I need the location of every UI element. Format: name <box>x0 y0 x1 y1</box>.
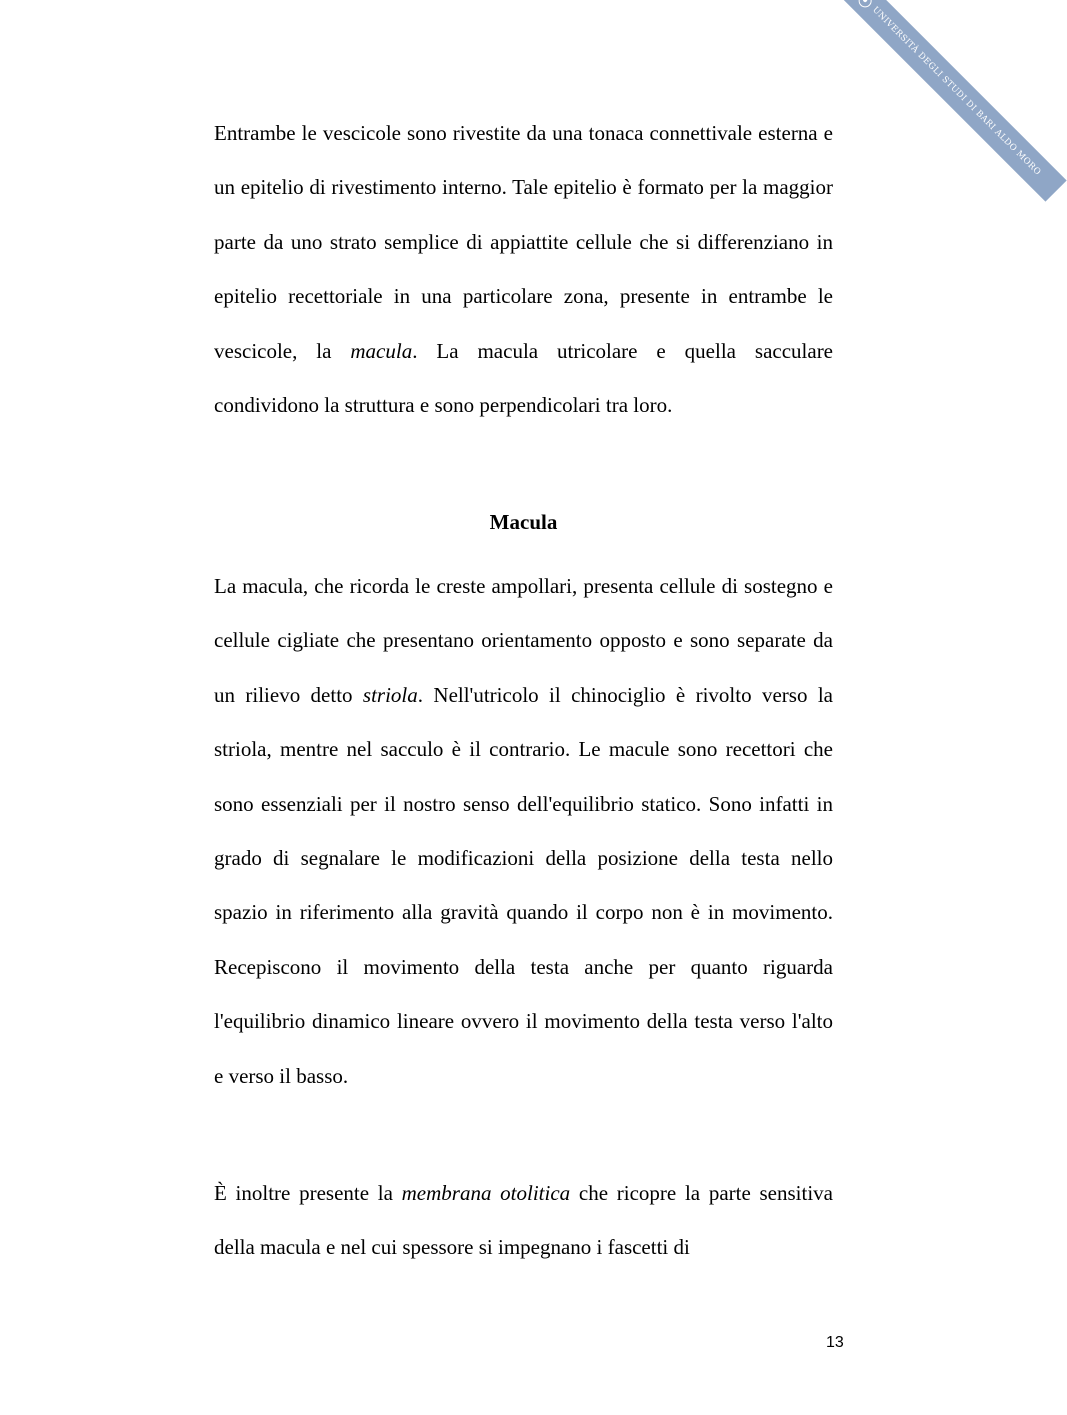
paragraph-macula <box>214 559 833 1103</box>
text-segment: La macula, che ricorda le creste ampollari, presenta cellule di sostegno e cellule cigliate che presentano orientamento opposto e sono separate da un rilievo detto <box>214 574 833 707</box>
italic-term-macula: macula <box>350 338 413 363</box>
text-segment: È inoltre presente la <box>214 1181 402 1205</box>
text-segment: Entrambe le vescicole sono rivestite da una tonaca connettivale esterna e un epitelio di rivestimento interno. Tale epitelio è formato per la maggior parte da uno strato semplice di appiattite cellule che si differenziano in epitelio recettoriale in una particolare zona, presente in entrambe le vescicole, la <box>214 121 833 363</box>
watermark-text: UNIVERSITÀ DEGLI STUDI DI BARI ALDO MORO <box>870 5 1043 178</box>
paragraph-membrana-otolitica <box>214 1166 833 1275</box>
italic-term-membrana-otolitica: membrana otolitica <box>401 1181 571 1205</box>
italic-term-striola: striola <box>362 682 418 707</box>
watermark-ribbon <box>833 0 1066 202</box>
section-heading: Macula <box>489 510 558 534</box>
text-segment: che ricopre la parte sensitiva della macula e nel cui spessore si impegnano i fascetti di <box>214 1181 833 1260</box>
text-segment: . La macula utricolare e quella sacculare condividono la struttura e sono perpendicolari tra loro. <box>214 338 834 418</box>
text-segment: . Nell'utricolo il chinociglio è rivolto verso la striola, mentre nel sacculo è il contrario. Le macule sono recettori che sono essenziali per il nostro senso dell'equilibrio statico. Sono infatti in grado di segnalare le modificazioni della posizione della testa nello spazio in riferimento alla gravità quando il corpo non è in movimento. Recepiscono il movimento della testa anche per quanto riguarda l'equilibrio dinamico lineare ovvero il movimento della testa verso l'alto e verso il basso. <box>214 682 833 1088</box>
paragraph-vescicole <box>214 106 833 432</box>
page-number: 13 <box>826 1334 844 1351</box>
university-seal-icon <box>856 0 874 10</box>
